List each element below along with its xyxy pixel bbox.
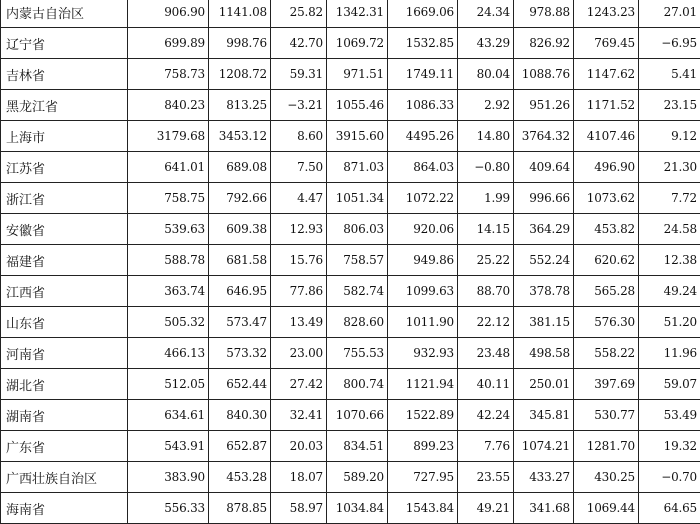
value-cell: 1522.89 bbox=[388, 400, 458, 431]
value-cell: 1074.21 bbox=[514, 431, 574, 462]
value-cell: 496.90 bbox=[574, 152, 639, 183]
value-cell: 5.41 bbox=[639, 59, 700, 90]
table-row bbox=[1, 276, 700, 307]
value-cell: 4.47 bbox=[271, 183, 327, 214]
value-cell: 1088.76 bbox=[514, 59, 574, 90]
value-cell: 42.24 bbox=[458, 400, 514, 431]
value-cell: 43.29 bbox=[458, 28, 514, 59]
value-cell: 1147.62 bbox=[574, 59, 639, 90]
value-cell: 80.04 bbox=[458, 59, 514, 90]
table-row bbox=[1, 59, 700, 90]
value-cell: 14.15 bbox=[458, 214, 514, 245]
value-cell: 565.28 bbox=[574, 276, 639, 307]
value-cell: 634.61 bbox=[128, 400, 209, 431]
value-cell: 558.22 bbox=[574, 338, 639, 369]
value-cell: 453.82 bbox=[574, 214, 639, 245]
value-cell: 23.48 bbox=[458, 338, 514, 369]
value-cell: 834.51 bbox=[327, 431, 388, 462]
value-cell: 23.15 bbox=[639, 90, 700, 121]
value-cell: 1669.06 bbox=[388, 0, 458, 28]
value-cell: 15.76 bbox=[271, 245, 327, 276]
value-cell: 792.66 bbox=[209, 183, 271, 214]
value-cell: 22.12 bbox=[458, 307, 514, 338]
region-cell: 湖北省 bbox=[1, 369, 128, 400]
value-cell: 758.73 bbox=[128, 59, 209, 90]
value-cell: 3453.12 bbox=[209, 121, 271, 152]
table-row bbox=[1, 493, 700, 524]
value-cell: 4107.46 bbox=[574, 121, 639, 152]
value-cell: 646.95 bbox=[209, 276, 271, 307]
value-cell: 7.72 bbox=[639, 183, 700, 214]
value-cell: 49.24 bbox=[639, 276, 700, 307]
value-cell: 755.53 bbox=[327, 338, 388, 369]
value-cell: 64.65 bbox=[639, 493, 700, 524]
table-row bbox=[1, 121, 700, 152]
value-cell: 1011.90 bbox=[388, 307, 458, 338]
table-body bbox=[1, 0, 700, 524]
region-cell: 广西壮族自治区 bbox=[1, 462, 128, 493]
value-cell: 1099.63 bbox=[388, 276, 458, 307]
table-row bbox=[1, 431, 700, 462]
value-cell: 512.05 bbox=[128, 369, 209, 400]
value-cell: 58.97 bbox=[271, 493, 327, 524]
value-cell: 32.41 bbox=[271, 400, 327, 431]
value-cell: 1243.23 bbox=[574, 0, 639, 28]
table-row bbox=[1, 400, 700, 431]
value-cell: 1034.84 bbox=[327, 493, 388, 524]
value-cell: 383.90 bbox=[128, 462, 209, 493]
value-cell: 1543.84 bbox=[388, 493, 458, 524]
value-cell: 609.38 bbox=[209, 214, 271, 245]
value-cell: 689.08 bbox=[209, 152, 271, 183]
region-cell: 广东省 bbox=[1, 431, 128, 462]
value-cell: 840.23 bbox=[128, 90, 209, 121]
value-cell: 498.58 bbox=[514, 338, 574, 369]
table-row bbox=[1, 28, 700, 59]
value-cell: 828.60 bbox=[327, 307, 388, 338]
region-cell: 上海市 bbox=[1, 121, 128, 152]
value-cell: 899.23 bbox=[388, 431, 458, 462]
value-cell: 12.93 bbox=[271, 214, 327, 245]
value-cell: 543.91 bbox=[128, 431, 209, 462]
value-cell: 727.95 bbox=[388, 462, 458, 493]
value-cell: 573.47 bbox=[209, 307, 271, 338]
region-cell: 辽宁省 bbox=[1, 28, 128, 59]
value-cell: 341.68 bbox=[514, 493, 574, 524]
value-cell: 8.60 bbox=[271, 121, 327, 152]
value-cell: 19.32 bbox=[639, 431, 700, 462]
value-cell: 813.25 bbox=[209, 90, 271, 121]
value-cell: 466.13 bbox=[128, 338, 209, 369]
value-cell: 758.57 bbox=[327, 245, 388, 276]
value-cell: 871.03 bbox=[327, 152, 388, 183]
value-cell: 7.76 bbox=[458, 431, 514, 462]
value-cell: 1055.46 bbox=[327, 90, 388, 121]
value-cell: 681.58 bbox=[209, 245, 271, 276]
value-cell: 998.76 bbox=[209, 28, 271, 59]
region-cell: 黑龙江省 bbox=[1, 90, 128, 121]
value-cell: 7.50 bbox=[271, 152, 327, 183]
value-cell: 1070.66 bbox=[327, 400, 388, 431]
value-cell: 397.69 bbox=[574, 369, 639, 400]
value-cell: 826.92 bbox=[514, 28, 574, 59]
value-cell: 1342.31 bbox=[327, 0, 388, 28]
value-cell: 1749.11 bbox=[388, 59, 458, 90]
value-cell: 24.34 bbox=[458, 0, 514, 28]
value-cell: 40.11 bbox=[458, 369, 514, 400]
value-cell: 59.07 bbox=[639, 369, 700, 400]
value-cell: 1141.08 bbox=[209, 0, 271, 28]
value-cell: 1051.34 bbox=[327, 183, 388, 214]
value-cell: −0.80 bbox=[458, 152, 514, 183]
value-cell: 1532.85 bbox=[388, 28, 458, 59]
value-cell: 530.77 bbox=[574, 400, 639, 431]
value-cell: 433.27 bbox=[514, 462, 574, 493]
value-cell: 42.70 bbox=[271, 28, 327, 59]
value-cell: 840.30 bbox=[209, 400, 271, 431]
value-cell: 381.15 bbox=[514, 307, 574, 338]
value-cell: 573.32 bbox=[209, 338, 271, 369]
table-row bbox=[1, 369, 700, 400]
value-cell: 920.06 bbox=[388, 214, 458, 245]
value-cell: 24.58 bbox=[639, 214, 700, 245]
value-cell: 430.25 bbox=[574, 462, 639, 493]
table-row bbox=[1, 214, 700, 245]
value-cell: 641.01 bbox=[128, 152, 209, 183]
region-cell: 江苏省 bbox=[1, 152, 128, 183]
value-cell: 806.03 bbox=[327, 214, 388, 245]
value-cell: 3179.68 bbox=[128, 121, 209, 152]
region-cell: 海南省 bbox=[1, 493, 128, 524]
value-cell: 800.74 bbox=[327, 369, 388, 400]
value-cell: 582.74 bbox=[327, 276, 388, 307]
value-cell: 20.03 bbox=[271, 431, 327, 462]
table-row bbox=[1, 183, 700, 214]
value-cell: 51.20 bbox=[639, 307, 700, 338]
value-cell: 932.93 bbox=[388, 338, 458, 369]
value-cell: 996.66 bbox=[514, 183, 574, 214]
value-cell: 864.03 bbox=[388, 152, 458, 183]
value-cell: 589.20 bbox=[327, 462, 388, 493]
value-cell: 699.89 bbox=[128, 28, 209, 59]
value-cell: 1086.33 bbox=[388, 90, 458, 121]
value-cell: 77.86 bbox=[271, 276, 327, 307]
value-cell: 1121.94 bbox=[388, 369, 458, 400]
value-cell: 652.87 bbox=[209, 431, 271, 462]
value-cell: −3.21 bbox=[271, 90, 327, 121]
region-cell: 福建省 bbox=[1, 245, 128, 276]
value-cell: 88.70 bbox=[458, 276, 514, 307]
value-cell: 18.07 bbox=[271, 462, 327, 493]
value-cell: 1073.62 bbox=[574, 183, 639, 214]
value-cell: 363.74 bbox=[128, 276, 209, 307]
value-cell: 453.28 bbox=[209, 462, 271, 493]
value-cell: 59.31 bbox=[271, 59, 327, 90]
value-cell: 14.80 bbox=[458, 121, 514, 152]
value-cell: 652.44 bbox=[209, 369, 271, 400]
value-cell: 1072.22 bbox=[388, 183, 458, 214]
value-cell: 25.82 bbox=[271, 0, 327, 28]
value-cell: 978.88 bbox=[514, 0, 574, 28]
value-cell: 11.96 bbox=[639, 338, 700, 369]
value-cell: 25.22 bbox=[458, 245, 514, 276]
value-cell: 1069.44 bbox=[574, 493, 639, 524]
value-cell: 949.86 bbox=[388, 245, 458, 276]
region-cell: 吉林省 bbox=[1, 59, 128, 90]
region-cell: 湖南省 bbox=[1, 400, 128, 431]
table-row bbox=[1, 90, 700, 121]
region-cell: 河南省 bbox=[1, 338, 128, 369]
region-cell: 山东省 bbox=[1, 307, 128, 338]
value-cell: 2.92 bbox=[458, 90, 514, 121]
value-cell: 620.62 bbox=[574, 245, 639, 276]
table-row bbox=[1, 0, 700, 28]
value-cell: 13.49 bbox=[271, 307, 327, 338]
value-cell: 250.01 bbox=[514, 369, 574, 400]
value-cell: 3764.32 bbox=[514, 121, 574, 152]
value-cell: 1069.72 bbox=[327, 28, 388, 59]
value-cell: 758.75 bbox=[128, 183, 209, 214]
value-cell: 378.78 bbox=[514, 276, 574, 307]
value-cell: 49.21 bbox=[458, 493, 514, 524]
value-cell: 552.24 bbox=[514, 245, 574, 276]
value-cell: 505.32 bbox=[128, 307, 209, 338]
table-row bbox=[1, 245, 700, 276]
value-cell: 1.99 bbox=[458, 183, 514, 214]
value-cell: 9.12 bbox=[639, 121, 700, 152]
value-cell: −6.95 bbox=[639, 28, 700, 59]
value-cell: 4495.26 bbox=[388, 121, 458, 152]
value-cell: 1208.72 bbox=[209, 59, 271, 90]
value-cell: 21.30 bbox=[639, 152, 700, 183]
value-cell: 769.45 bbox=[574, 28, 639, 59]
region-cell: 浙江省 bbox=[1, 183, 128, 214]
value-cell: 539.63 bbox=[128, 214, 209, 245]
value-cell: 3915.60 bbox=[327, 121, 388, 152]
region-cell: 内蒙古自治区 bbox=[1, 0, 128, 28]
value-cell: 27.42 bbox=[271, 369, 327, 400]
value-cell: 951.26 bbox=[514, 90, 574, 121]
value-cell: 1281.70 bbox=[574, 431, 639, 462]
value-cell: 1171.52 bbox=[574, 90, 639, 121]
value-cell: 23.55 bbox=[458, 462, 514, 493]
value-cell: 588.78 bbox=[128, 245, 209, 276]
value-cell: 364.29 bbox=[514, 214, 574, 245]
value-cell: −0.70 bbox=[639, 462, 700, 493]
value-cell: 12.38 bbox=[639, 245, 700, 276]
value-cell: 23.00 bbox=[271, 338, 327, 369]
table-row bbox=[1, 462, 700, 493]
value-cell: 556.33 bbox=[128, 493, 209, 524]
value-cell: 53.49 bbox=[639, 400, 700, 431]
value-cell: 878.85 bbox=[209, 493, 271, 524]
value-cell: 906.90 bbox=[128, 0, 209, 28]
value-cell: 409.64 bbox=[514, 152, 574, 183]
value-cell: 576.30 bbox=[574, 307, 639, 338]
value-cell: 345.81 bbox=[514, 400, 574, 431]
table-row bbox=[1, 152, 700, 183]
table-row bbox=[1, 338, 700, 369]
value-cell: 27.01 bbox=[639, 0, 700, 28]
region-cell: 江西省 bbox=[1, 276, 128, 307]
table-row bbox=[1, 307, 700, 338]
value-cell: 971.51 bbox=[327, 59, 388, 90]
region-cell: 安徽省 bbox=[1, 214, 128, 245]
